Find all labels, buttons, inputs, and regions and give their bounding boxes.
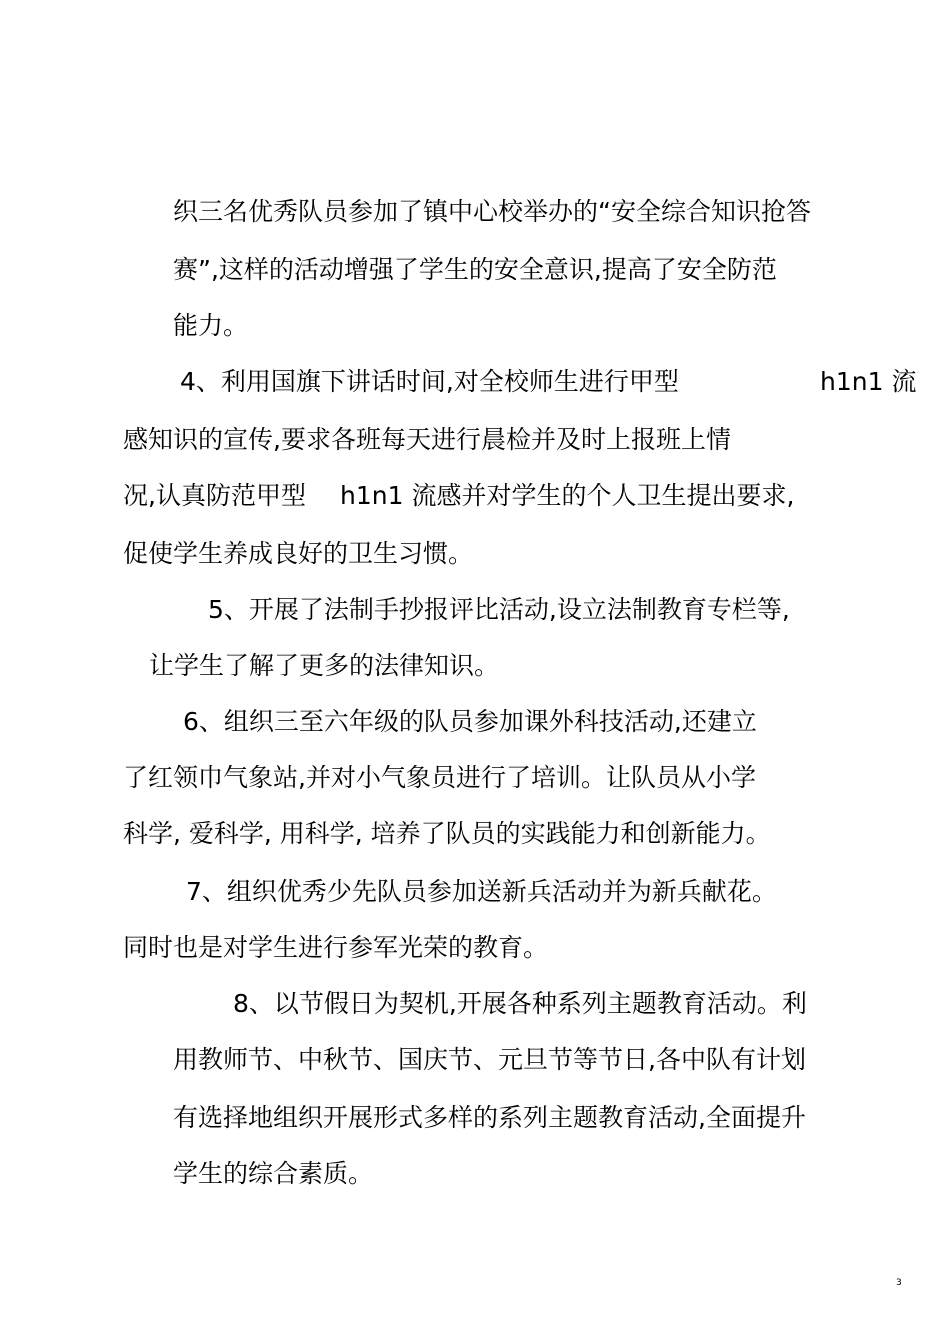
paragraph-line: 能力。 — [173, 311, 249, 340]
item-6-line-1: 6、组织三至六年级的队员参加课外科技活动,还建立 — [183, 707, 757, 736]
page-number: 3 — [896, 1278, 902, 1288]
item-4-line-1a: 4、利用国旗下讲话时间,对全校师生进行甲型 — [180, 367, 679, 396]
item-4-line-1b: h1n1 流 — [820, 367, 917, 396]
item-8-line-4: 学生的综合素质。 — [173, 1159, 374, 1188]
item-4-line-3b: h1n1 流感并对学生的个人卫生提出要求, — [340, 481, 795, 510]
item-6-line-2: 了红领巾气象站,并对小气象员进行了培训。让队员从小学 — [123, 763, 756, 792]
item-7-line-1: 7、组织优秀少先队员参加送新兵活动并为新兵献花。 — [186, 877, 777, 906]
item-4-line-2: 感知识的宣传,要求各班每天进行晨检并及时上报班上情 — [123, 425, 731, 454]
item-8-line-1: 8、以节假日为契机,开展各种系列主题教育活动。利 — [233, 989, 807, 1018]
item-5-line-1: 5、开展了法制手抄报评比活动,设立法制教育专栏等, — [208, 595, 790, 624]
item-4-line-4: 促使学生养成良好的卫生习惯。 — [123, 539, 474, 568]
item-4-line-3a: 况,认真防范甲型 — [123, 481, 306, 510]
item-7-line-2: 同时也是对学生进行参军光荣的教育。 — [123, 933, 549, 962]
item-6-line-3: 科学, 爱科学, 用科学, 培养了队员的实践能力和创新能力。 — [123, 819, 771, 848]
paragraph-line: 赛”,这样的活动增强了学生的安全意识,提高了安全防范 — [173, 255, 777, 284]
item-8-line-2: 用教师节、中秋节、国庆节、元旦节等节日,各中队有计划 — [173, 1045, 806, 1074]
paragraph-line: 织三名优秀队员参加了镇中心校举办的“安全综合知识抢答 — [173, 197, 811, 226]
item-8-line-3: 有选择地组织开展形式多样的系列主题教育活动,全面提升 — [173, 1103, 806, 1132]
item-5-line-2: 让学生了解了更多的法律知识。 — [149, 651, 500, 680]
